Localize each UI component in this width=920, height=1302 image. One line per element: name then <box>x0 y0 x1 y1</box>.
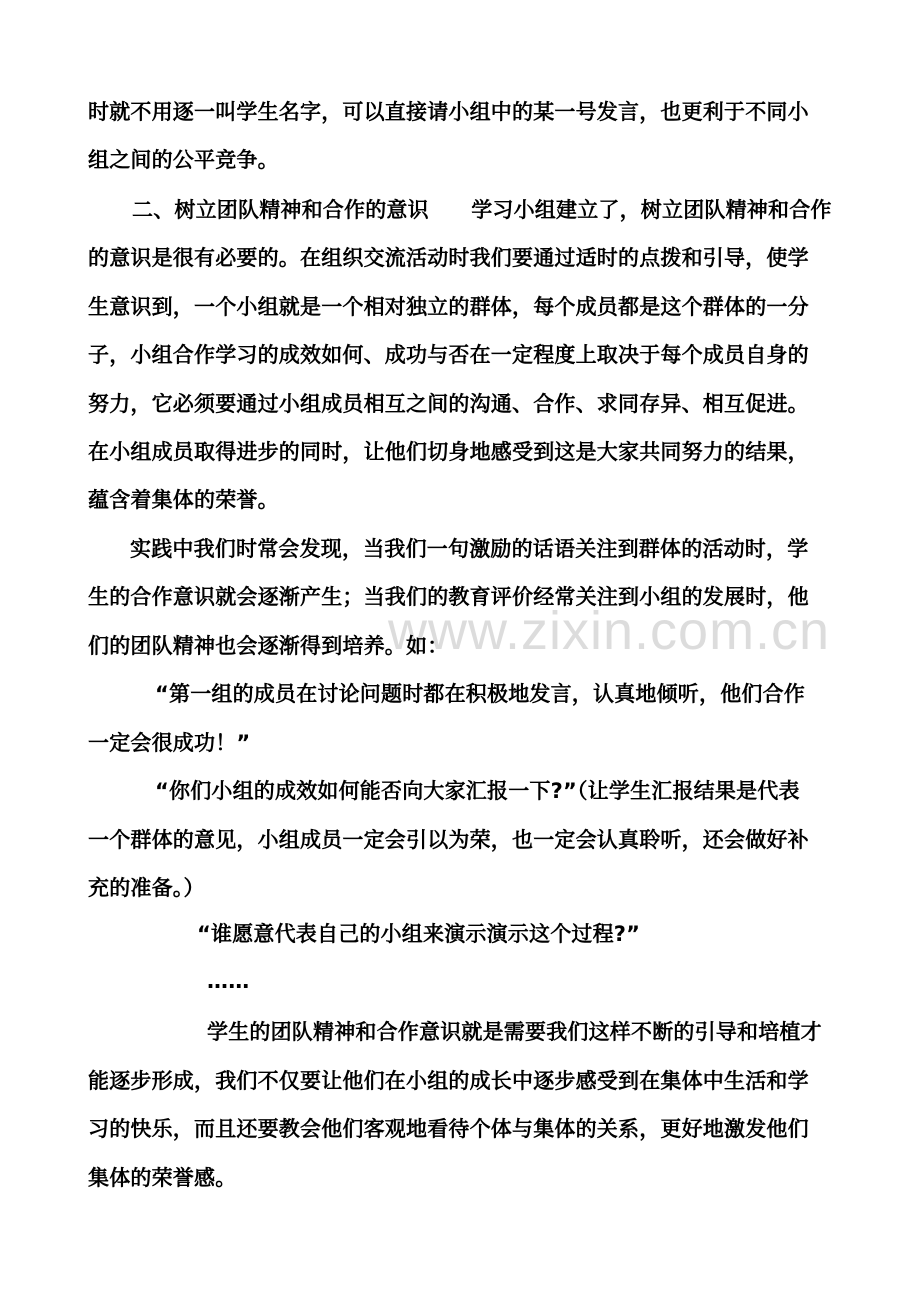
quote-line: 一定会很成功！” <box>88 731 251 755</box>
text-line: 们的团队精神也会逐渐得到培养。如： <box>88 634 449 658</box>
text-line: 习的快乐，而且还要教会他们客观地看待个体与集体的关系，更好地激发他们 <box>88 1117 809 1141</box>
text-line: 充的准备。） <box>88 876 205 900</box>
paragraph-start-line: 实践中我们时常会发现，当我们一句激励的话语关注到群体的活动时，学 <box>130 537 809 561</box>
text-line: 努力，它必须要通过小组成员相互之间的沟通、合作、求同存异、相互促进。 <box>88 392 809 416</box>
text-line: 集体的荣誉感。 <box>88 1166 237 1190</box>
quote-line: “谁愿意代表自己的小组来演示演示这个过程?” <box>197 922 641 946</box>
text-line: 时就不用逐一叫学生名字，可以直接请小组中的某一号发言，也更利于不同小 <box>88 100 809 124</box>
text-line: 组之间的公平竞争。 <box>88 148 279 172</box>
text-line: 蕴含着集体的荣誉。 <box>88 488 279 512</box>
text-line: 一个群体的意见，小组成员一定会引以为荣，也一定会认真聆听，还会做好补 <box>88 828 809 852</box>
paragraph-start-line: 学生的团队精神和合作意识就是需要我们这样不断的引导和培植才 <box>207 1020 822 1044</box>
text-line: 生的合作意识就会逐渐产生；当我们的教育评价经常关注到小组的发展时，他 <box>88 585 809 609</box>
text-line: 生意识到，一个小组就是一个相对独立的群体，每个成员都是这个群体的一分 <box>88 295 809 319</box>
text-line: 能逐步形成，我们不仅要让他们在小组的成长中逐步感受到在集体中生活和学 <box>88 1069 809 1093</box>
quote-line: “你们小组的成效如何能否向大家汇报一下?”（让学生汇报结果是代表 <box>155 779 800 803</box>
section-heading-line: 二、树立团队精神和合作的意识 学习小组建立了，树立团队精神和合作 <box>132 198 832 222</box>
text-line: 在小组成员取得进步的同时，让他们切身地感受到这是大家共同努力的结果， <box>88 440 809 464</box>
watermark-text: www.zixin.com.cn <box>388 601 831 661</box>
quote-line: “第一组的成员在讨论问题时都在积极地发言，认真地倾听，他们合作 <box>155 682 805 706</box>
text-line: 子，小组合作学习的成效如何、成功与否在一定程度上取决于每个成员自身的 <box>88 343 809 367</box>
text-line: 的意识是很有必要的。在组织交流活动时我们要通过适时的点拨和引导，使学 <box>88 246 809 270</box>
ellipsis-line: …… <box>207 969 250 993</box>
